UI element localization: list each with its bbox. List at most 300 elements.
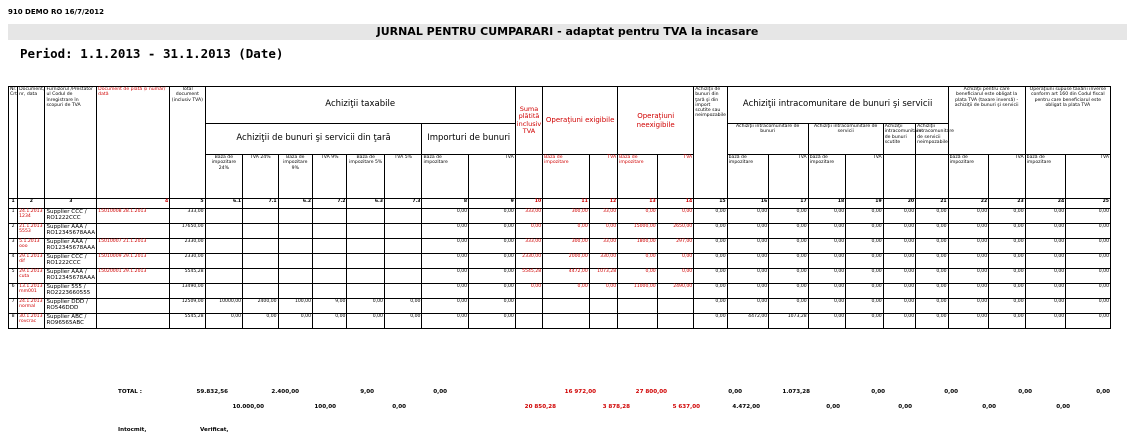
column-number: 25: [1066, 199, 1111, 209]
cell-ex1: 300,00: [543, 239, 590, 254]
cell-nr: 7: [9, 299, 18, 314]
cell-paid: 333,00: [515, 239, 542, 254]
cell-i8: 0,00: [422, 209, 469, 224]
cell-i9: 0,00: [469, 284, 516, 299]
cell-c24: 0,00: [1025, 314, 1066, 329]
cell-c9: 0,00: [313, 314, 347, 329]
cell-c6: [205, 269, 243, 284]
hdr-base5: Baza de impozitare 5%: [347, 155, 385, 199]
totals-c22: 0,00: [982, 404, 996, 410]
cell-paid: 0,00: [515, 224, 542, 239]
cell-c24: 0,00: [1025, 254, 1066, 269]
cell-ex1: 0,00: [543, 224, 590, 239]
cell-i8: 0,00: [422, 284, 469, 299]
column-number: 1: [9, 199, 18, 209]
cell-doc: 13.1.2013 mm001: [18, 284, 45, 299]
cell-c19: 0,00: [846, 254, 884, 269]
cell-c25: 0,00: [1066, 314, 1111, 329]
cell-nr: 8: [9, 314, 18, 329]
column-number: 7.3: [384, 199, 422, 209]
cell-c8: 100,00: [278, 299, 312, 314]
cell-c8: [278, 224, 312, 239]
cell-c22: 0,00: [948, 269, 989, 284]
cell-c21: 0,00: [916, 299, 948, 314]
cell-c7: [243, 209, 278, 224]
cell-c15: 0,00: [694, 224, 727, 239]
cell-i9: 0,00: [469, 269, 516, 284]
cell-ex1: [543, 299, 590, 314]
cell-c20: 0,00: [883, 239, 915, 254]
column-number: 5: [170, 199, 205, 209]
cell-c10: 0,00: [347, 299, 385, 314]
column-number: 18: [808, 199, 846, 209]
cell-total: 12509,00: [170, 299, 205, 314]
cell-c9: [313, 284, 347, 299]
cell-c20: 0,00: [883, 284, 915, 299]
totals-vat5: 0,00: [433, 389, 447, 395]
cell-c10: [347, 209, 385, 224]
cell-c15: 0,00: [694, 314, 727, 329]
cell-c6: 10000,00: [205, 299, 243, 314]
column-number: 21: [916, 199, 948, 209]
cell-pay: 15020001 29.1.2013: [97, 269, 170, 284]
cell-c19: 0,00: [846, 209, 884, 224]
cell-i8: 0,00: [422, 314, 469, 329]
cell-c21: 0,00: [916, 269, 948, 284]
cell-ex2: 1073,28: [589, 269, 617, 284]
totals-imp-base: 0,00: [392, 404, 406, 410]
cell-c6: [205, 254, 243, 269]
cell-c18: 0,00: [808, 224, 846, 239]
column-number: 23: [989, 199, 1026, 209]
cell-c22: 0,00: [948, 224, 989, 239]
cell-c19: 0,00: [846, 224, 884, 239]
cell-c22: 0,00: [948, 254, 989, 269]
cell-paid: 0,00: [515, 284, 542, 299]
cell-c10: [347, 239, 385, 254]
cell-c15: 0,00: [694, 284, 727, 299]
footer-verified: Verificat,: [200, 427, 229, 433]
cell-c10: [347, 254, 385, 269]
cell-c24: 0,00: [1025, 224, 1066, 239]
hdr-neexig-base: Baza de impozitare: [618, 155, 658, 199]
cell-c8: [278, 284, 312, 299]
hdr-paid-sub: [515, 155, 542, 199]
cell-c17: 0,00: [769, 299, 809, 314]
cell-ex2: 33,00: [589, 239, 617, 254]
cell-ne2: 0,00: [657, 209, 694, 224]
totals-base9: 100,00: [314, 404, 336, 410]
totals-base24: 10.000,00: [232, 404, 264, 410]
cell-c16: 0,00: [727, 209, 769, 224]
totals-c20: 0,00: [898, 404, 912, 410]
cell-ne1: [618, 314, 658, 329]
cell-c10: [347, 224, 385, 239]
hdr-document: Document, nr, data: [18, 87, 45, 199]
cell-c25: 0,00: [1066, 299, 1111, 314]
table-row: [9, 224, 1111, 239]
column-number: 6.3: [347, 199, 385, 209]
totals-c23: 0,00: [1018, 389, 1032, 395]
cell-ne2: [657, 299, 694, 314]
cell-c8: [278, 269, 312, 284]
cell-doc: 30.1.2013 rovcrac: [18, 314, 45, 329]
cell-c11: [384, 269, 422, 284]
cell-pay: [97, 224, 170, 239]
cell-c25: 0,00: [1066, 224, 1111, 239]
cell-total: 2330,00: [170, 239, 205, 254]
cell-c17: 0,00: [769, 209, 809, 224]
cell-c20: 0,00: [883, 254, 915, 269]
cell-c6: 0,00: [205, 314, 243, 329]
cell-c16: 4472,00: [727, 314, 769, 329]
cell-c17: 0,00: [769, 254, 809, 269]
cell-i9: 0,00: [469, 314, 516, 329]
cell-c11: [384, 209, 422, 224]
cell-c7: [243, 284, 278, 299]
cell-i8: 0,00: [422, 269, 469, 284]
cell-c25: 0,00: [1066, 239, 1111, 254]
cell-ne1: 1800,00: [618, 239, 658, 254]
hdr-vat9: TVA 9%: [313, 155, 347, 199]
cell-i8: 0,00: [422, 254, 469, 269]
cell-c22: 0,00: [948, 239, 989, 254]
cell-c7: [243, 254, 278, 269]
cell-c19: 0,00: [846, 284, 884, 299]
cell-c22: 0,00: [948, 209, 989, 224]
hdr-c18: bază de impozitare: [808, 155, 846, 199]
hdr-intra-exempt-services: Achiziţii intracomunitare de servicii neimpozabile: [916, 124, 948, 155]
hdr-intra-services: Achiziţii intracomunitare de servicii: [808, 124, 883, 155]
cell-c15: 0,00: [694, 254, 727, 269]
column-number: 7.1: [243, 199, 278, 209]
cell-paid: 5545,28: [515, 269, 542, 284]
cell-ne2: 0,00: [657, 269, 694, 284]
hdr-c19: TVA: [846, 155, 884, 199]
cell-ne1: 11000,00: [618, 284, 658, 299]
hdr-paid: Suma plătită inclusiv TVA: [515, 87, 542, 155]
hdr-c25: TVA: [1066, 155, 1111, 199]
hdr-vat5: TVA 5%: [384, 155, 422, 199]
cell-ne2: 2650,00: [657, 224, 694, 239]
table-row: [9, 314, 1111, 329]
totals-total-doc: 59.832,56: [196, 389, 228, 395]
column-number: 15: [694, 199, 727, 209]
cell-c7: [243, 269, 278, 284]
cell-ex1: 300,00: [543, 209, 590, 224]
cell-c10: [347, 284, 385, 299]
cell-c9: [313, 269, 347, 284]
cell-c17: 0,00: [769, 284, 809, 299]
cell-c17: 0,00: [769, 224, 809, 239]
cell-i9: 0,00: [469, 254, 516, 269]
cell-c24: 0,00: [1025, 299, 1066, 314]
hdr-base9: Baza de impozitare 9%: [278, 155, 312, 199]
cell-c19: 0,00: [846, 269, 884, 284]
cell-c17: 0,00: [769, 269, 809, 284]
column-number: 19: [846, 199, 884, 209]
cell-c23: 0,00: [989, 284, 1026, 299]
hdr-domestic: Achiziţii de bunuri şi servicii din ţară: [205, 124, 422, 155]
cell-sup: Supplier AAA / RO12345678AAA: [45, 239, 97, 254]
cell-c7: 2400,00: [243, 299, 278, 314]
table-row: [9, 239, 1111, 254]
hdr-intra: Achiziţii intracomunitare de bunuri şi servicii: [727, 87, 948, 124]
cell-paid: 333,00: [515, 209, 542, 224]
cell-c21: 0,00: [916, 209, 948, 224]
table-row: [9, 269, 1111, 284]
cell-ex2: 330,00: [589, 254, 617, 269]
hdr-c21: [916, 155, 948, 199]
totals-c24: 0,00: [1056, 404, 1070, 410]
cell-c11: [384, 254, 422, 269]
hdr-exig-vat: TVA: [589, 155, 617, 199]
column-number: 14: [657, 199, 694, 209]
cell-c16: 0,00: [727, 269, 769, 284]
column-number: 4: [97, 199, 170, 209]
cell-doc: 24.1.2013 normal: [18, 299, 45, 314]
cell-c9: [313, 254, 347, 269]
cell-c23: 0,00: [989, 269, 1026, 284]
purchase-journal-table: [8, 86, 1111, 329]
hdr-base24: Baza de impozitare 24%: [205, 155, 243, 199]
cell-c18: 0,00: [808, 239, 846, 254]
hdr-c24: bază de impozitare: [1025, 155, 1066, 199]
cell-ex2: [589, 299, 617, 314]
cell-c11: 0,00: [384, 314, 422, 329]
cell-c11: [384, 284, 422, 299]
cell-i9: 0,00: [469, 239, 516, 254]
cell-c24: 0,00: [1025, 269, 1066, 284]
cell-nr: 5: [9, 269, 18, 284]
cell-ne2: 2490,00: [657, 284, 694, 299]
hdr-c16: bază de impozitare: [727, 155, 769, 199]
table-row: [9, 299, 1111, 314]
cell-doc: 24.1.2013 1234: [18, 209, 45, 224]
column-number: 16: [727, 199, 769, 209]
cell-c17: 0,00: [769, 239, 809, 254]
hdr-neexig: Operaţiuni neexigibile: [618, 87, 694, 155]
cell-c17: 1073,28: [769, 314, 809, 329]
cell-ex2: 0,00: [589, 224, 617, 239]
totals-c15: 0,00: [728, 389, 742, 395]
cell-c18: 0,00: [808, 254, 846, 269]
cell-ne1: 0,00: [618, 254, 658, 269]
cell-paid: [515, 314, 542, 329]
cell-ex1: [543, 314, 590, 329]
hdr-reverse-other: Operaţiuni supuse taxării inverse conform art 160 din Codul fiscal pentru care beneficiarul este obligat la plata TVA: [1025, 87, 1110, 155]
cell-total: 17650,00: [170, 224, 205, 239]
hdr-exig-base: Baza de impozitare: [543, 155, 590, 199]
cell-c16: 0,00: [727, 239, 769, 254]
hdr-taxable: Achiziţii taxabile: [205, 87, 515, 124]
totals-exig-vat-top: 27 800,00: [635, 389, 667, 395]
cell-sup: Supplier CCC / RO1222CCC: [45, 209, 97, 224]
column-number: 8: [422, 199, 469, 209]
cell-pay: [97, 299, 170, 314]
cell-doc: 29.1.2013 dif: [18, 254, 45, 269]
cell-doc: 5.1.2013 ooo: [18, 239, 45, 254]
column-number: 9: [469, 199, 516, 209]
cell-ex2: 33,00: [589, 209, 617, 224]
cell-nr: 6: [9, 284, 18, 299]
totals-c25: 0,00: [1096, 389, 1110, 395]
cell-c23: 0,00: [989, 209, 1026, 224]
cell-paid: [515, 299, 542, 314]
cell-c25: 0,00: [1066, 269, 1111, 284]
hdr-nr: Nr. Crt: [9, 87, 18, 199]
cell-c24: 0,00: [1025, 284, 1066, 299]
cell-doc: 29.1.2013 cuta: [18, 269, 45, 284]
cell-i8: 0,00: [422, 239, 469, 254]
column-number: 20: [883, 199, 915, 209]
cell-total: 2330,00: [170, 254, 205, 269]
cell-c24: 0,00: [1025, 209, 1066, 224]
cell-ex1: 2000,00: [543, 254, 590, 269]
cell-c22: 0,00: [948, 284, 989, 299]
cell-c9: 9,00: [313, 299, 347, 314]
cell-nr: 2: [9, 224, 18, 239]
cell-c18: 0,00: [808, 269, 846, 284]
cell-nr: 3: [9, 239, 18, 254]
cell-c15: 0,00: [694, 239, 727, 254]
cell-pay: 15010009 29.1.2013: [97, 254, 170, 269]
cell-c22: 0,00: [948, 314, 989, 329]
hdr-c20: [883, 155, 915, 199]
cell-c7: [243, 224, 278, 239]
cell-c23: 0,00: [989, 239, 1026, 254]
cell-sup: Supplier CCC / RO1222CCC: [45, 254, 97, 269]
cell-pay: 15010007 21.1.2013: [97, 239, 170, 254]
cell-ne1: 15000,00: [618, 224, 658, 239]
cell-c15: 0,00: [694, 299, 727, 314]
cell-c8: [278, 209, 312, 224]
cell-c20: 0,00: [883, 224, 915, 239]
totals-c21: 0,00: [944, 389, 958, 395]
cell-c9: [313, 239, 347, 254]
column-number: 10: [515, 199, 542, 209]
cell-c23: 0,00: [989, 254, 1026, 269]
cell-ne2: 0,00: [657, 254, 694, 269]
cell-c6: [205, 239, 243, 254]
period-label: Period: 1.1.2013 - 31.1.2013 (Date): [20, 46, 284, 61]
cell-c18: 0,00: [808, 314, 846, 329]
cell-c10: 0,00: [347, 314, 385, 329]
hdr-intra-goods: Achiziţii intracomunitare de bunuri: [727, 124, 808, 155]
hdr-intra-exempt-goods: Achiziţii intracomunitare de bunuri scutite: [883, 124, 915, 155]
cell-pay: [97, 284, 170, 299]
cell-sup: Supplier DDD / RO546DDD: [45, 299, 97, 314]
cell-c19: 0,00: [846, 299, 884, 314]
cell-ne2: [657, 314, 694, 329]
cell-total: 13490,00: [170, 284, 205, 299]
cell-c10: [347, 269, 385, 284]
cell-c25: 0,00: [1066, 254, 1111, 269]
totals-vat9: 9,00: [360, 389, 374, 395]
cell-i9: 0,00: [469, 224, 516, 239]
footer-prepared: Intocmit,: [118, 427, 147, 433]
cell-c25: 0,00: [1066, 209, 1111, 224]
hdr-exempt-domestic: Achiziţii de bunuri din ţară şi din import scutite sau neimpozabile: [694, 87, 727, 199]
cell-c6: [205, 224, 243, 239]
totals-vat24: 2.400,00: [271, 389, 299, 395]
totals-c17: 1.073,28: [782, 389, 810, 395]
column-number: 6.2: [278, 199, 312, 209]
cell-c9: [313, 209, 347, 224]
cell-total: 5545,28: [170, 269, 205, 284]
cell-c7: [243, 239, 278, 254]
cell-ne1: [618, 299, 658, 314]
company-header: 910 DEMO RO 16/7/2012: [8, 8, 104, 16]
hdr-imp-base: Baza de impozitare: [422, 155, 469, 199]
hdr-c22: bază de impozitare: [948, 155, 989, 199]
cell-paid: 2330,00: [515, 254, 542, 269]
cell-ne1: 0,00: [618, 269, 658, 284]
table-row: [9, 209, 1111, 224]
hdr-imp-vat: TVA: [469, 155, 516, 199]
cell-c16: 0,00: [727, 284, 769, 299]
totals-neexig-vat-bottom: 5 637,00: [672, 404, 700, 410]
cell-c21: 0,00: [916, 314, 948, 329]
cell-nr: 4: [9, 254, 18, 269]
cell-c9: [313, 224, 347, 239]
hdr-reverse-beneficiary: Achiziţii pentru care beneficiarul este obligat la plata TVA (taxare inversă) - achiziţii de bunuri şi servicii: [948, 87, 1025, 155]
cell-ex1: 0,00: [543, 284, 590, 299]
totals-label: TOTAL :: [118, 389, 143, 395]
cell-c22: 0,00: [948, 299, 989, 314]
cell-c23: 0,00: [989, 224, 1026, 239]
cell-c8: [278, 239, 312, 254]
column-number: 12: [589, 199, 617, 209]
totals-c19: 0,00: [871, 389, 885, 395]
totals-c16: 4.472,00: [732, 404, 760, 410]
cell-c8: 0,00: [278, 314, 312, 329]
hdr-total: Total document (inclusiv TVA): [170, 87, 205, 199]
cell-c20: 0,00: [883, 209, 915, 224]
cell-c25: 0,00: [1066, 284, 1111, 299]
cell-c21: 0,00: [916, 224, 948, 239]
cell-sup: Supplier 555 / RO2223660555: [45, 284, 97, 299]
cell-nr: 1: [9, 209, 18, 224]
journal-title: JURNAL PENTRU CUMPARARI - adaptat pentru TVA la incasare: [8, 24, 1127, 40]
cell-c16: 0,00: [727, 254, 769, 269]
cell-c19: 0,00: [846, 314, 884, 329]
hdr-c23: TVA: [989, 155, 1026, 199]
table-row: [9, 254, 1111, 269]
cell-c18: 0,00: [808, 284, 846, 299]
cell-c11: [384, 224, 422, 239]
hdr-c17: TVA: [769, 155, 809, 199]
cell-i9: 0,00: [469, 209, 516, 224]
cell-c16: 0,00: [727, 224, 769, 239]
column-number: 17: [769, 199, 809, 209]
cell-c11: [384, 239, 422, 254]
cell-c18: 0,00: [808, 299, 846, 314]
totals-paid-bottom: 20 850,28: [524, 404, 556, 410]
cell-sup: Supplier AAA / RO12345678AAA: [45, 224, 97, 239]
cell-c19: 0,00: [846, 239, 884, 254]
column-number: 2: [18, 199, 45, 209]
cell-c18: 0,00: [808, 209, 846, 224]
cell-total: 5545,28: [170, 314, 205, 329]
cell-i8: 0,00: [422, 299, 469, 314]
cell-sup: Supplier ABC / RO96565ABC: [45, 314, 97, 329]
cell-c16: 0,00: [727, 299, 769, 314]
cell-c11: 0,00: [384, 299, 422, 314]
cell-ne2: 297,00: [657, 239, 694, 254]
cell-c20: 0,00: [883, 269, 915, 284]
hdr-neexig-vat: TVA: [657, 155, 694, 199]
